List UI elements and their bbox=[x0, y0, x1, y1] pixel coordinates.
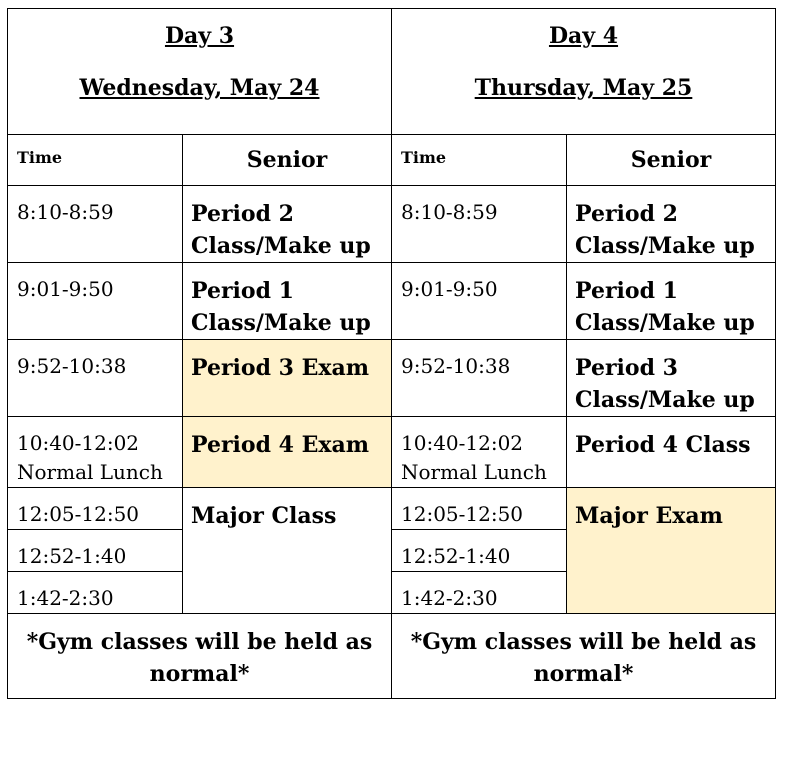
senior-activity-exam: Major Exam bbox=[567, 488, 776, 614]
day-4-header bbox=[392, 9, 776, 135]
senior-column-header: Senior bbox=[567, 135, 776, 186]
schedule-row bbox=[8, 340, 776, 417]
time-slot bbox=[392, 417, 567, 488]
senior-activity: Period 1 Class/Make up bbox=[567, 263, 776, 340]
time-slot bbox=[8, 417, 183, 488]
day-3-header bbox=[8, 9, 392, 135]
time-slot: 12:05-12:50 bbox=[8, 488, 183, 530]
time-range: 10:40-12:02 bbox=[401, 431, 524, 455]
time-slot: 9:52-10:38 bbox=[392, 340, 567, 417]
day-date: Wednesday, May 24 bbox=[79, 75, 320, 101]
day-date: Thursday, May 25 bbox=[474, 75, 693, 101]
time-range: 10:40-12:02 bbox=[17, 431, 140, 455]
schedule-row bbox=[8, 186, 776, 263]
time-column-header: Time bbox=[8, 135, 183, 186]
day-label: Day 4 bbox=[548, 23, 619, 49]
time-slot: 8:10-8:59 bbox=[392, 186, 567, 263]
senior-activity: Period 3 Class/Make up bbox=[567, 340, 776, 417]
gym-note: *Gym classes will be held as normal* bbox=[8, 614, 392, 699]
schedule-row bbox=[8, 263, 776, 340]
time-slot: 9:01-9:50 bbox=[392, 263, 567, 340]
senior-activity: Major Class bbox=[183, 488, 392, 614]
gym-note: *Gym classes will be held as normal* bbox=[392, 614, 776, 699]
senior-activity: Period 2 Class/Make up bbox=[183, 186, 392, 263]
time-slot: 1:42-2:30 bbox=[8, 572, 183, 614]
time-slot: 8:10-8:59 bbox=[8, 186, 183, 263]
exam-schedule-table bbox=[7, 8, 776, 699]
time-column-header: Time bbox=[392, 135, 567, 186]
day-header-row bbox=[8, 9, 776, 135]
senior-activity-exam: Period 3 Exam bbox=[183, 340, 392, 417]
time-slot: 12:52-1:40 bbox=[392, 530, 567, 572]
senior-activity-exam: Period 4 Exam bbox=[183, 417, 392, 488]
time-note: Normal Lunch bbox=[17, 460, 163, 484]
schedule-row bbox=[8, 488, 776, 530]
time-slot: 12:05-12:50 bbox=[392, 488, 567, 530]
column-header-row bbox=[8, 135, 776, 186]
day-label: Day 3 bbox=[164, 23, 235, 49]
time-note: Normal Lunch bbox=[401, 460, 547, 484]
time-slot: 9:01-9:50 bbox=[8, 263, 183, 340]
time-slot: 12:52-1:40 bbox=[8, 530, 183, 572]
footer-row bbox=[8, 614, 776, 699]
senior-column-header: Senior bbox=[183, 135, 392, 186]
time-slot: 9:52-10:38 bbox=[8, 340, 183, 417]
senior-activity: Period 1 Class/Make up bbox=[183, 263, 392, 340]
schedule-row bbox=[8, 417, 776, 488]
senior-activity: Period 2 Class/Make up bbox=[567, 186, 776, 263]
senior-activity: Period 4 Class bbox=[567, 417, 776, 488]
time-slot: 1:42-2:30 bbox=[392, 572, 567, 614]
